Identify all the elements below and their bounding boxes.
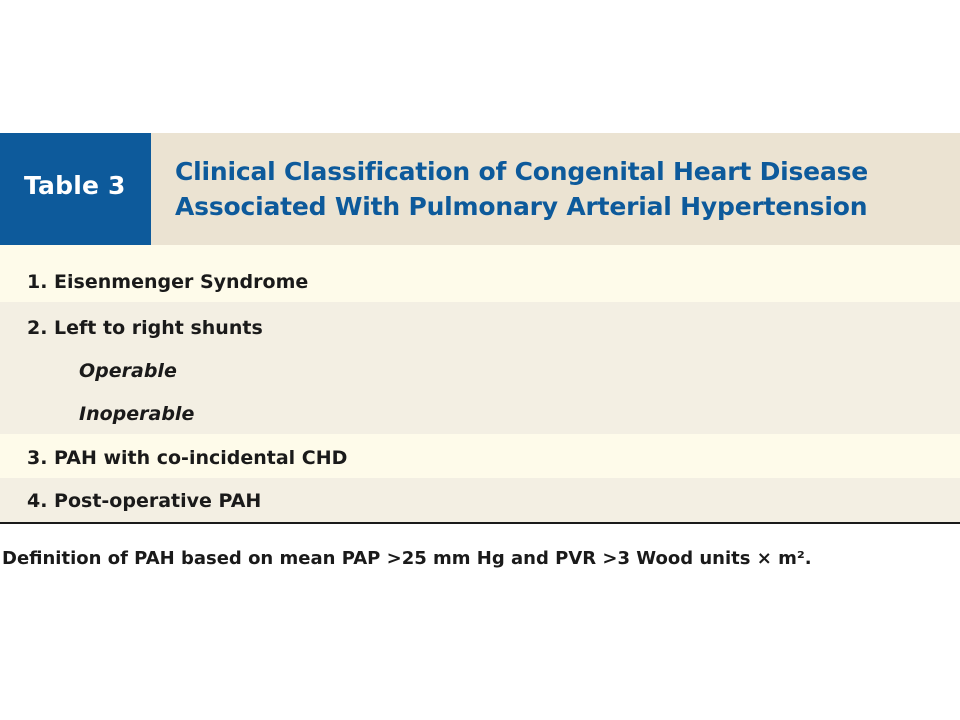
table-row-left-to-right-shunts <box>0 302 960 434</box>
table-label: Table 3 <box>24 171 126 200</box>
sub-item-inoperable: Inoperable <box>79 403 195 425</box>
table-bottom-rule <box>0 522 960 524</box>
table-row-post-operative-pah <box>0 478 960 522</box>
table-row-pah-coincidental-chd <box>0 434 960 478</box>
table-title <box>175 154 945 224</box>
table-title-line-2: Associated With Pulmonary Arterial Hypertension <box>175 192 868 221</box>
row-label: 2. Left to right shunts <box>27 317 263 339</box>
table-header <box>0 133 960 245</box>
row-label: 1. Eisenmenger Syndrome <box>27 271 309 293</box>
table-row-eisenmenger <box>0 245 960 302</box>
row-label: 4. Post-operative PAH <box>27 490 262 512</box>
table-number-tab <box>0 133 151 245</box>
row-label: 3. PAH with co-incidental CHD <box>27 447 348 469</box>
table-footnote: Definition of PAH based on mean PAP >25 mm Hg and PVR >3 Wood units × m². <box>2 548 812 569</box>
table-title-line-1: Clinical Classification of Congenital Heart Disease <box>175 157 869 186</box>
sub-item-operable: Operable <box>79 360 177 382</box>
